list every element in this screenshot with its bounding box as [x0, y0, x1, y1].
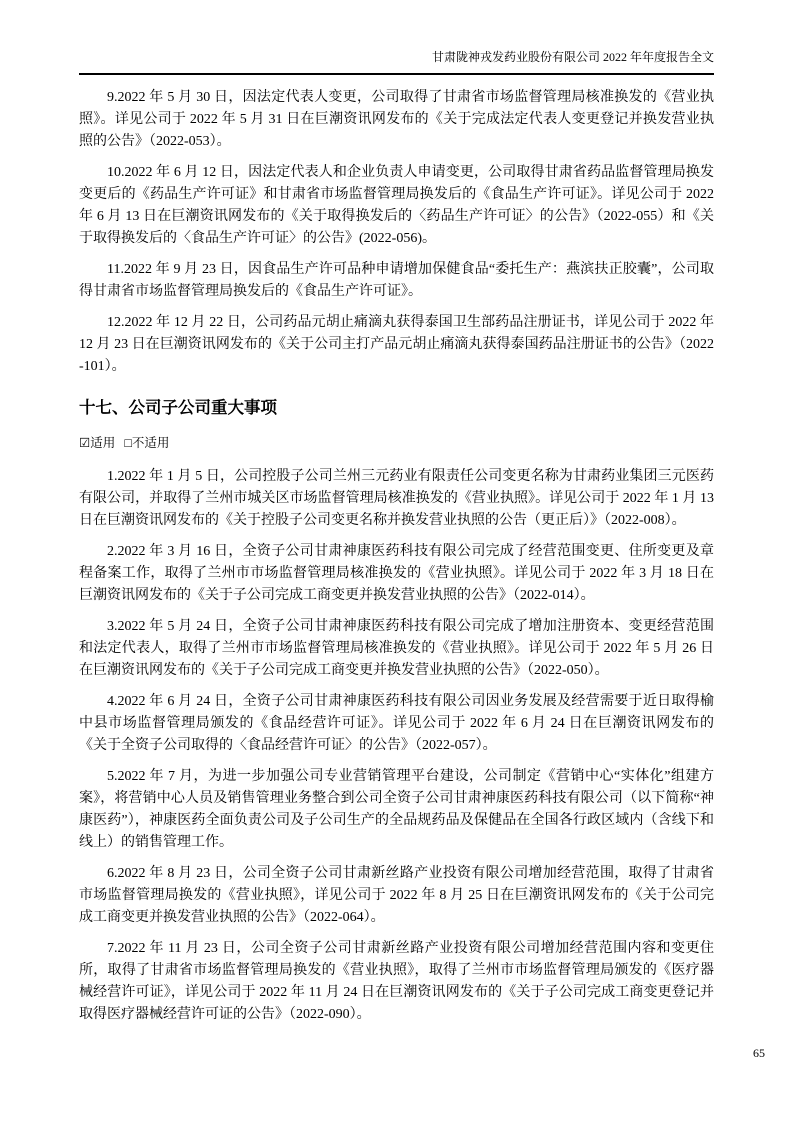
applicability-line: [79, 434, 714, 452]
not-applicable-checkbox-unchecked: □不适用: [124, 436, 170, 450]
paragraph-10: 10.2022 年 6 月 12 日，因法定代表人和企业负责人申请变更，公司取得甘肃省药品监督管理局换发变更后的《药品生产许可证》和甘肃省市场监督管理局换发后的《食品生产许可证》。详见公司于 2022 年 6 月 13 日在巨潮资讯网发布的《关于取得换发后的〈药品生产许可证〉的公告》（2022-055）和《关于取得换发后的〈食品生产许可证〉的公告》(2022-056)。: [79, 165, 714, 246]
paragraph-9: 9.2022 年 5 月 30 日，因法定代表人变更，公司取得了甘肃省市场监督管理局核准换发的《营业执照》。详见公司于 2022 年 5 月 31 日在巨潮资讯网发布的《关于完成法定代表人变更登记并换发营业执照的公告》（2022-053）。: [79, 90, 714, 149]
page-number: 65: [753, 1046, 765, 1060]
paragraph-11: 11.2022 年 9 月 23 日，因食品生产许可品种申请增加保健食品“委托生产：燕滨扶正胶囊”，公司取得甘肃省市场监督管理局换发后的《食品生产许可证》。: [79, 262, 714, 299]
paragraph-6: 6.2022 年 8 月 23 日，公司全资子公司甘肃新丝路产业投资有限公司增加经营范围，取得了甘肃省市场监督管理局换发的《营业执照》，详见公司于 2022 年 8 月 25 日在巨潮资讯网发布的《关于公司完成工商变更并换发营业执照的公告》（2022-064）。: [79, 866, 714, 925]
applicable-checkbox-checked: ☑适用: [79, 436, 116, 450]
section-heading-subsidiary-matters: 十七、公司子公司重大事项: [79, 399, 277, 417]
paragraph-5: 5.2022 年 7 月，为进一步加强公司专业营销管理平台建设，公司制定《营销中心“实体化”组建方案》，将营销中心人员及销售管理业务整合到公司全资子公司甘肃神康医药科技有限公司（以下简称“神康医药”），神康医药全面负责公司及子公司生产的全品规药品及保健品在全国各行政区域内（含线下和线上）的销售管理工作。: [79, 769, 714, 850]
paragraph-3: 3.2022 年 5 月 24 日，全资子公司甘肃神康医药科技有限公司完成了增加注册资本、变更经营范围和法定代表人，取得了兰州市市场监督管理局核准换发的《营业执照》。详见公司于 2022 年 5 月 26 日在巨潮资讯网发布的《关于子公司完成工商变更并换发营业执照的公告》（2022-050）。: [79, 619, 714, 678]
page-body: [79, 75, 714, 1026]
paragraph-7: 7.2022 年 11 月 23 日，公司全资子公司甘肃新丝路产业投资有限公司增加经营范围内容和变更住所，取得了甘肃省市场监督管理局换发的《营业执照》，取得了兰州市市场监督管理局颁发的《医疗器械经营许可证》，详见公司于 2022 年 11 月 24 日在巨潮资讯网发布的《关于子公司完成工商变更登记并取得医疗器械经营许可证的公告》（2022-090）。: [79, 941, 714, 1022]
page-header: [79, 48, 714, 75]
paragraph-12: 12.2022 年 12 月 22 日，公司药品元胡止痛滴丸获得泰国卫生部药品注册证书，详见公司于 2022 年 12 月 23 日在巨潮资讯网发布的《关于公司主打产品元胡止痛滴丸获得泰国药品注册证书的公告》（2022-101）。: [79, 315, 714, 374]
report-title: 甘肃陇神戎发药业股份有限公司 2022 年年度报告全文: [431, 50, 714, 64]
paragraph-2: 2.2022 年 3 月 16 日，全资子公司甘肃神康医药科技有限公司完成了经营范围变更、住所变更及章程备案工作，取得了兰州市市场监督管理局核准换发的《营业执照》。详见公司于 2022 年 3 月 18 日在巨潮资讯网发布的《关于子公司完成工商变更并换发营业执照的公告》（2022-014）。: [79, 544, 714, 603]
paragraph-4: 4.2022 年 6 月 24 日，全资子公司甘肃神康医药科技有限公司因业务发展及经营需要于近日取得榆中县市场监督管理局颁发的《食品经营许可证》。详见公司于 2022 年 6 月 24 日在巨潮资讯网发布的《关于全资子公司取得的〈食品经营许可证〉的公告》（2022-057）。: [79, 694, 714, 753]
paragraph-1: 1.2022 年 1 月 5 日，公司控股子公司兰州三元药业有限责任公司变更名称为甘肃药业集团三元医药有限公司，并取得了兰州市城关区市场监督管理局核准换发的《营业执照》。详见公司于 2022 年 1 月 13 日在巨潮资讯网发布的《关于控股子公司变更名称并换发营业执照的公告（更正后）》（2022-008）。: [79, 469, 714, 528]
